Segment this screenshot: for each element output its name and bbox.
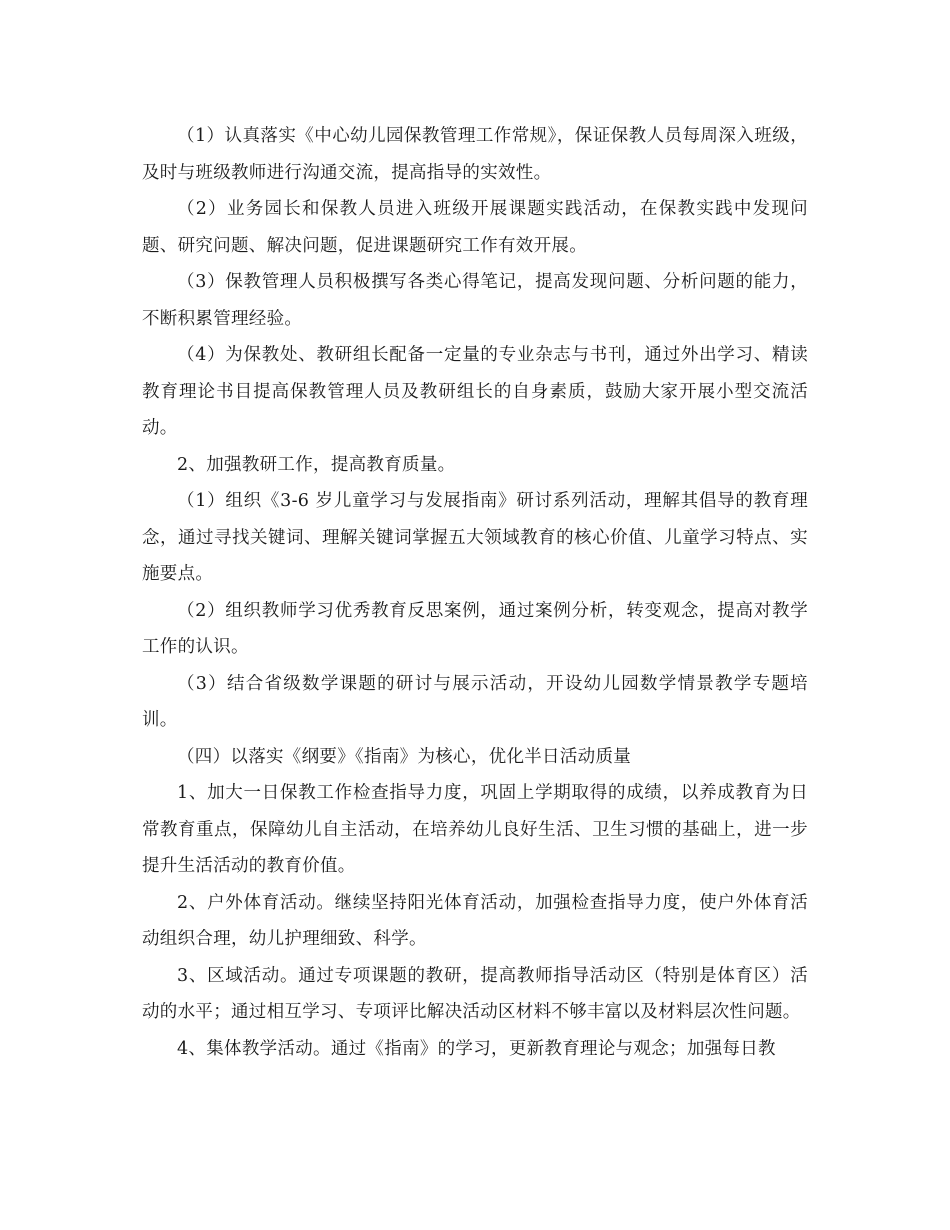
- paragraph-area-activities: 3、区域活动。通过专项课题的教研，提高教师指导活动区（特别是体育区）活动的水平；通过相互学习、专项评比解决活动区材料不够丰富以及材料层次性问题。: [142, 965, 808, 1022]
- paragraph-guide-seminar: （1）组织《3-6 岁儿童学习与发展指南》研讨系列活动，理解其倡导的教育理念，通过寻找关键词、理解关键词掌握五大领域教育的核心价值、儿童学习特点、实施要点。: [142, 491, 808, 584]
- section-heading-half-day-activities: （四）以落实《纲要》《指南》为核心，优化半日活动质量: [177, 746, 632, 767]
- paragraph-math-training: （3）结合省级数学课题的研讨与展示活动，开设幼儿园数学情景教学专题培训。: [142, 673, 808, 730]
- paragraph-class-practice: （2）业务园长和保教人员进入班级开展课题实践活动，在保教实践中发现问题、研究问题、解决问题，促进课题研究工作有效开展。: [142, 199, 808, 256]
- paragraph-case-study: （2）组织教师学习优秀教育反思案例，通过案例分析，转变观念，提高对教学工作的认识。: [142, 600, 808, 657]
- paragraph-routine-supervision: （1）认真落实《中心幼儿园保教管理工作常规》，保证保教人员每周深入班级，及时与班级教师进行沟通交流，提高指导的实效性。: [142, 126, 808, 183]
- document-body: [142, 118, 808, 1067]
- paragraph-daily-inspection: 1、加大一日保教工作检查指导力度，巩固上学期取得的成绩，以养成教育为日常教育重点，保障幼儿自主活动，在培养幼儿良好生活、卫生习惯的基础上，进一步提升生活活动的教育价值。: [142, 783, 808, 876]
- paragraph-group-teaching: 4、集体教学活动。通过《指南》的学习，更新教育理论与观念；加强每日教: [177, 1038, 776, 1059]
- paragraph-teaching-research-heading: 2、加强教研工作，提高教育质量。: [177, 454, 456, 475]
- paragraph-professional-reading: （4）为保教处、教研组长配备一定量的专业杂志与书刊，通过外出学习、精读教育理论书目提高保教管理人员及教研组长的自身素质，鼓励大家开展小型交流活动。: [142, 345, 808, 438]
- paragraph-outdoor-sports: 2、户外体育活动。继续坚持阳光体育活动，加强检查指导力度，使户外体育活动组织合理，幼儿护理细致、科学。: [142, 892, 808, 949]
- paragraph-reflection-notes: （3）保教管理人员积极撰写各类心得笔记，提高发现问题、分析问题的能力，不断积累管理经验。: [142, 272, 808, 329]
